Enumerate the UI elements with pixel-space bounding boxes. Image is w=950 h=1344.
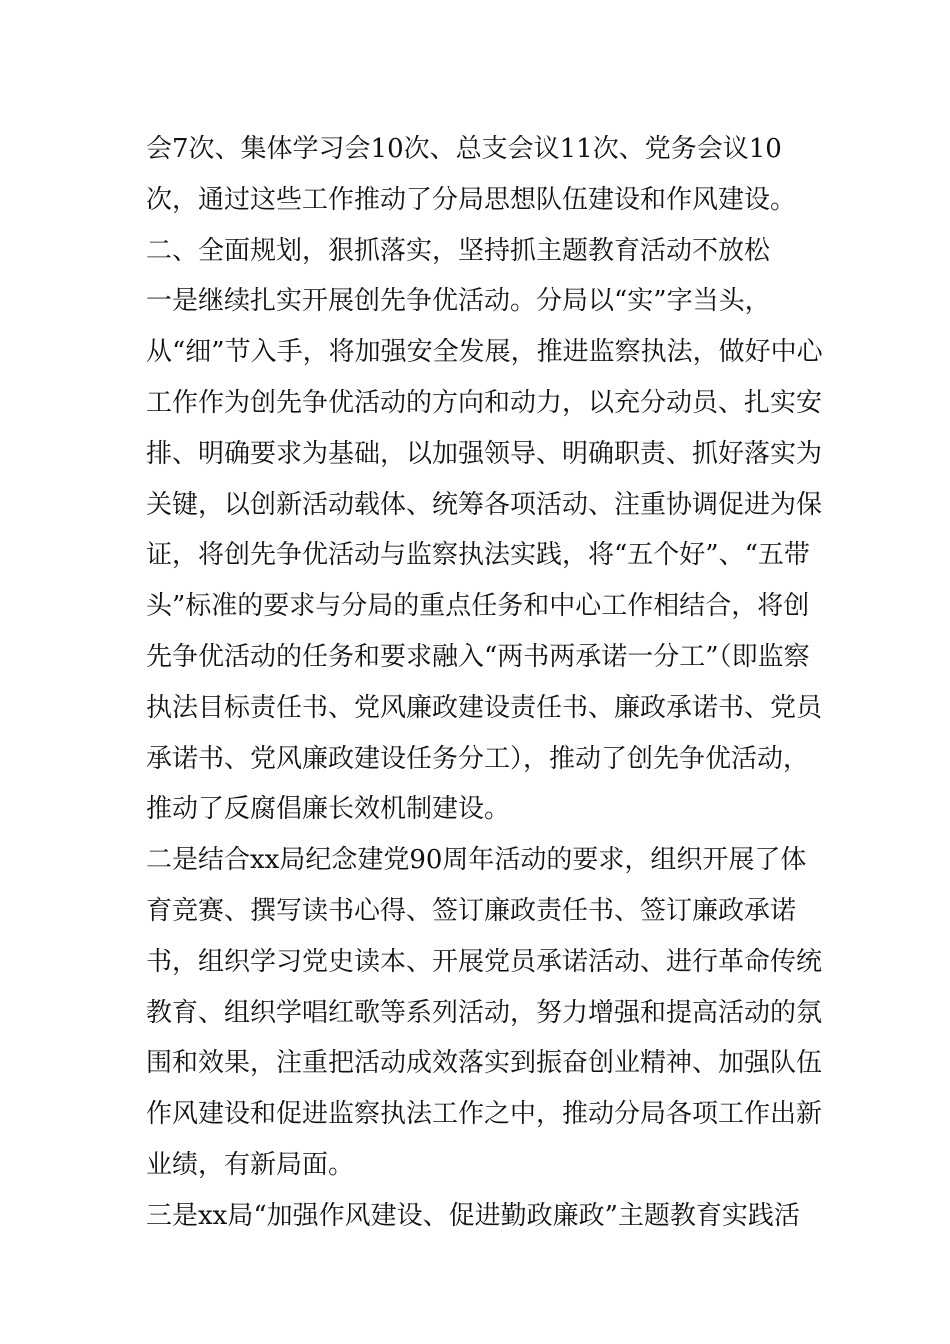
section-heading-2: 二、全面规划，狠抓落实，坚持抓主题教育活动不放松 xyxy=(146,235,771,266)
paragraph-point-2: 二是结合xx局纪念建党90周年活动的要求，组织开展了体育竞赛、撰写读书心得、签订廉政责任书、签订廉政承诺书，组织学习党史读本、开展党员承诺活动、进行革命传统教育、组织学唱红歌等系列活动，努力增强和提高活动的氛围和效果，注重把活动成效落实到振奋创业精神、加强队伍作风建设和促进监察执法工作之中，推动分局各项工作出新业绩，有新局面。 xyxy=(146,845,823,1180)
paragraph-meeting-summary: 会7次、集体学习会10次、总支会议11次、党务会议10次，通过这些工作推动了分局思想队伍建设和作风建设。 xyxy=(146,134,797,215)
document-body xyxy=(146,124,826,1242)
paragraph-point-1: 一是继续扎实开展创先争优活动。分局以“实”字当头，从“细”节入手，将加强安全发展，推进监察执法，做好中心工作作为创先争优活动的方向和动力，以充分动员、扎实安排、明确要求为基础，以加强领导、明确职责、抓好落实为关键，以创新活动载体、统筹各项活动、注重协调促进为保证，将创先争优活动与监察执法实践，将“五个好”、“五带头”标准的要求与分局的重点任务和中心工作相结合，将创先争优活动的任务和要求融入“两书两承诺一分工”（即监察执法目标责任书、党风廉政建设责任书、廉政承诺书、党员承诺书、党风廉政建设任务分工），推动了创先争优活动，推动了反腐倡廉长效机制建设。 xyxy=(146,286,823,825)
paragraph-point-3: 三是xx局“加强作风建设、促进勤政廉政”主题教育实践活 xyxy=(146,1200,800,1231)
